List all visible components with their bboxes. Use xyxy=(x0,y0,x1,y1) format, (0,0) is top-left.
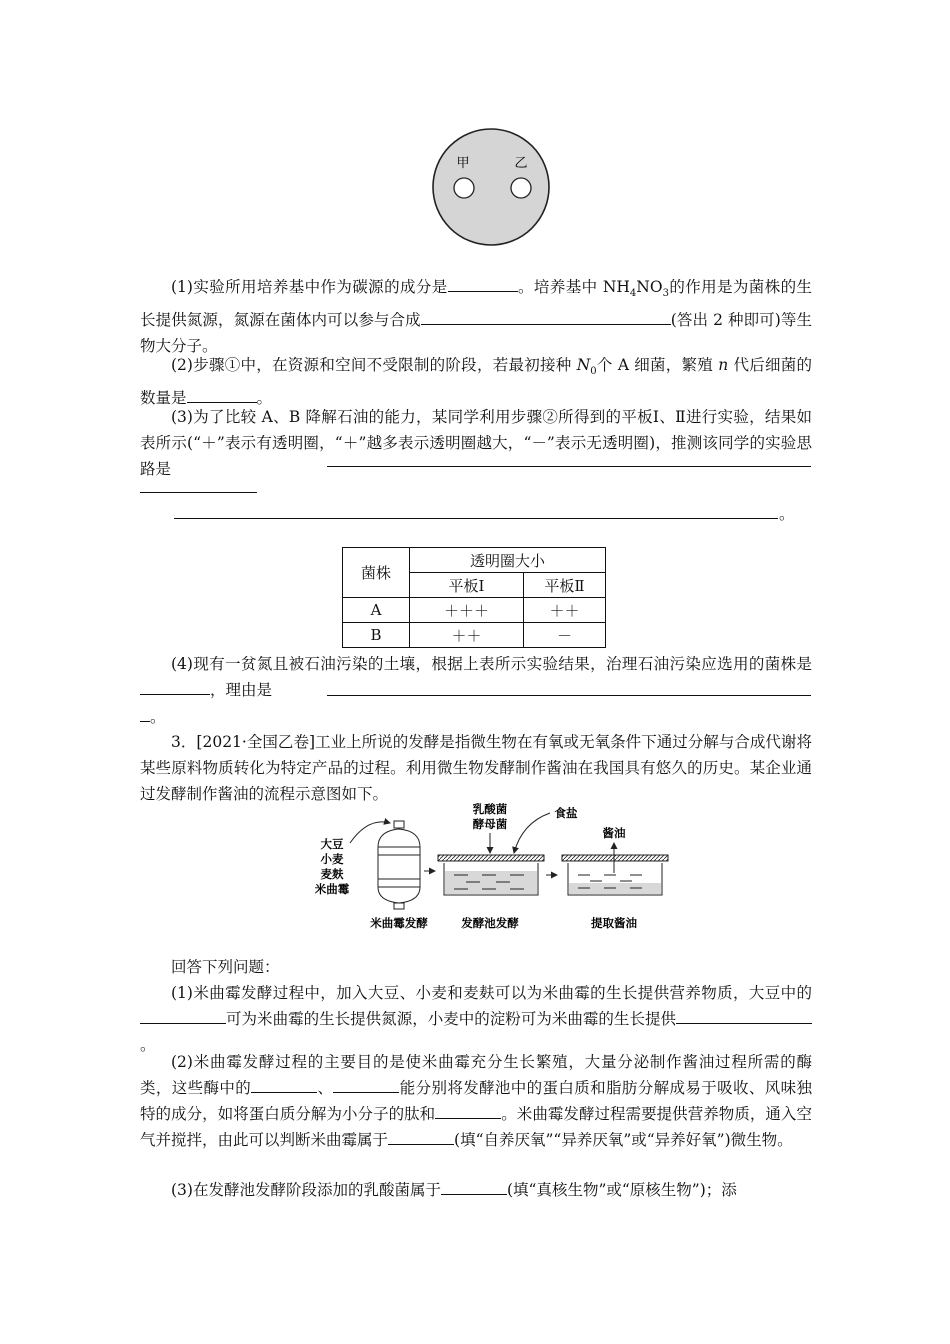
answer-line[interactable] xyxy=(140,492,257,493)
answer-blank[interactable] xyxy=(676,1008,726,1024)
header-clear-zone: 透明圈大小 xyxy=(410,548,606,573)
petri-plate-figure xyxy=(430,125,552,249)
hole-left xyxy=(454,178,474,198)
answer-blank[interactable] xyxy=(421,309,671,325)
q2-part1: (1)实验所用培养基中作为碳源的成分是 。培养基中 $NH_4NO_3$的作用是为菌株的生长提供氮源，氮源在菌体内可以参与合成 (答出 2 种即可)等生物大分子。 xyxy=(140,278,812,356)
table-row xyxy=(343,623,606,648)
label-soy-sauce: 酱油 xyxy=(602,826,626,840)
label-wheat: 小麦 xyxy=(320,852,344,866)
q2-part2: (2)步骤①中，在资源和空间不受限制的阶段，若最初接种 $N_0$个 A 细菌，繁殖 n 代后细菌的数量是 。 xyxy=(140,356,812,408)
label-step1: 米曲霉发酵 xyxy=(370,916,428,930)
answer-prompt: 回答下列问题： xyxy=(171,958,280,976)
answer-line[interactable] xyxy=(140,721,150,722)
label-lactobacillus: 乳酸菌 xyxy=(472,803,508,816)
cell-plate-1: ＋＋＋ xyxy=(410,598,524,623)
period: 。 xyxy=(779,505,795,523)
answer-line[interactable] xyxy=(327,695,811,696)
fermentation-flow-diagram xyxy=(300,803,680,931)
q3-part1: (1)米曲霉发酵过程中，加入大豆、小麦和麦麸可以为米曲霉的生长提供营养物质，大豆中的可为米曲霉的生长提供氮源，小麦中的淀粉可为米曲霉的生长提供。 xyxy=(140,984,812,1054)
answer-blank[interactable] xyxy=(333,1077,399,1093)
label-aspergillus: 米曲霉 xyxy=(314,882,350,896)
label-soybean: 大豆 xyxy=(320,837,344,851)
hole-right xyxy=(511,178,531,198)
q2-part3: (3)为了比较 A、B 降解石油的能力，某同学利用步骤②所得到的平板Ⅰ、Ⅱ进行实验，结果如表所示(“＋”表示有透明圈，“＋”越多表示透明圈越大，“－”表示无透明圈)，推测该同学的实验思路是 xyxy=(140,408,812,478)
answer-blank[interactable] xyxy=(140,1008,226,1024)
label-bran: 麦麸 xyxy=(320,867,344,881)
header-strain: 菌株 xyxy=(343,548,410,598)
cell-strain: A xyxy=(343,598,410,623)
fermenter-vessel xyxy=(378,821,420,909)
cell-strain: B xyxy=(343,623,410,648)
q2-part4: (4)现有一贫氮且被石油污染的土壤，根据上表所示实验结果，治理石油污染应选用的菌株是，理由是 xyxy=(140,651,812,703)
answer-blank[interactable] xyxy=(140,679,210,695)
answer-line[interactable] xyxy=(327,466,811,467)
q3-part3: (3)在发酵池发酵阶段添加的乳酸菌属于 (填“真核生物”或“原核生物”)；添 xyxy=(171,1181,737,1199)
cell-plate-2: － xyxy=(524,623,606,648)
header-plate-1: 平板Ⅰ xyxy=(410,573,524,598)
label-yeast: 酵母菌 xyxy=(472,817,508,831)
header-plate-2: 平板Ⅱ xyxy=(524,573,606,598)
label-step2: 发酵池发酵 xyxy=(461,916,519,930)
fermentation-tank xyxy=(438,855,544,895)
answer-blank[interactable] xyxy=(448,276,518,292)
arrow-salt-to-tank xyxy=(514,813,550,853)
label-salt: 食盐 xyxy=(554,806,578,820)
answer-blank[interactable] xyxy=(251,1077,317,1093)
answer-blank[interactable] xyxy=(441,1179,507,1195)
cell-plate-2: ＋＋ xyxy=(524,598,606,623)
plate-label-left: 甲 xyxy=(456,156,470,171)
results-table xyxy=(342,547,606,648)
q3-part2: (2)米曲霉发酵过程的主要目的是使米曲霉充分生长繁殖，大量分泌制作酱油过程所需的酶类，这些酶中的 、 能分别将发酵池中的蛋白质和脂肪分解成易于吸收、风味独特的成分，如将蛋白质分解为小分子的肽和 。米曲霉发酵过程需要提供营养物质，通入空气并搅拌，由此可以判断米曲霉属于 (填“自养厌氧”“异养厌氧”或“异养好氧”)微生物。 xyxy=(140,1053,812,1149)
answer-blank[interactable] xyxy=(435,1103,501,1119)
extraction-tank xyxy=(562,855,668,895)
answer-blank[interactable] xyxy=(726,1008,812,1024)
answer-blank[interactable] xyxy=(388,1129,454,1145)
q3-intro: 3．[2021·全国乙卷]工业上所说的发酵是指微生物在有氧或无氧条件下通过分解与合成代谢将某些原料物质转化为特定产品的过程。利用微生物发酵制作酱油在我国具有悠久的历史。某企业通过发酵制作酱油的流程示意图如下。 xyxy=(140,733,812,803)
period: 。 xyxy=(150,708,166,726)
table-row xyxy=(343,598,606,623)
answer-blank[interactable] xyxy=(187,387,257,403)
label-step3: 提取酱油 xyxy=(591,916,637,930)
cell-plate-1: ＋＋ xyxy=(410,623,524,648)
answer-line[interactable] xyxy=(174,518,778,519)
plate-label-right: 乙 xyxy=(514,156,528,171)
